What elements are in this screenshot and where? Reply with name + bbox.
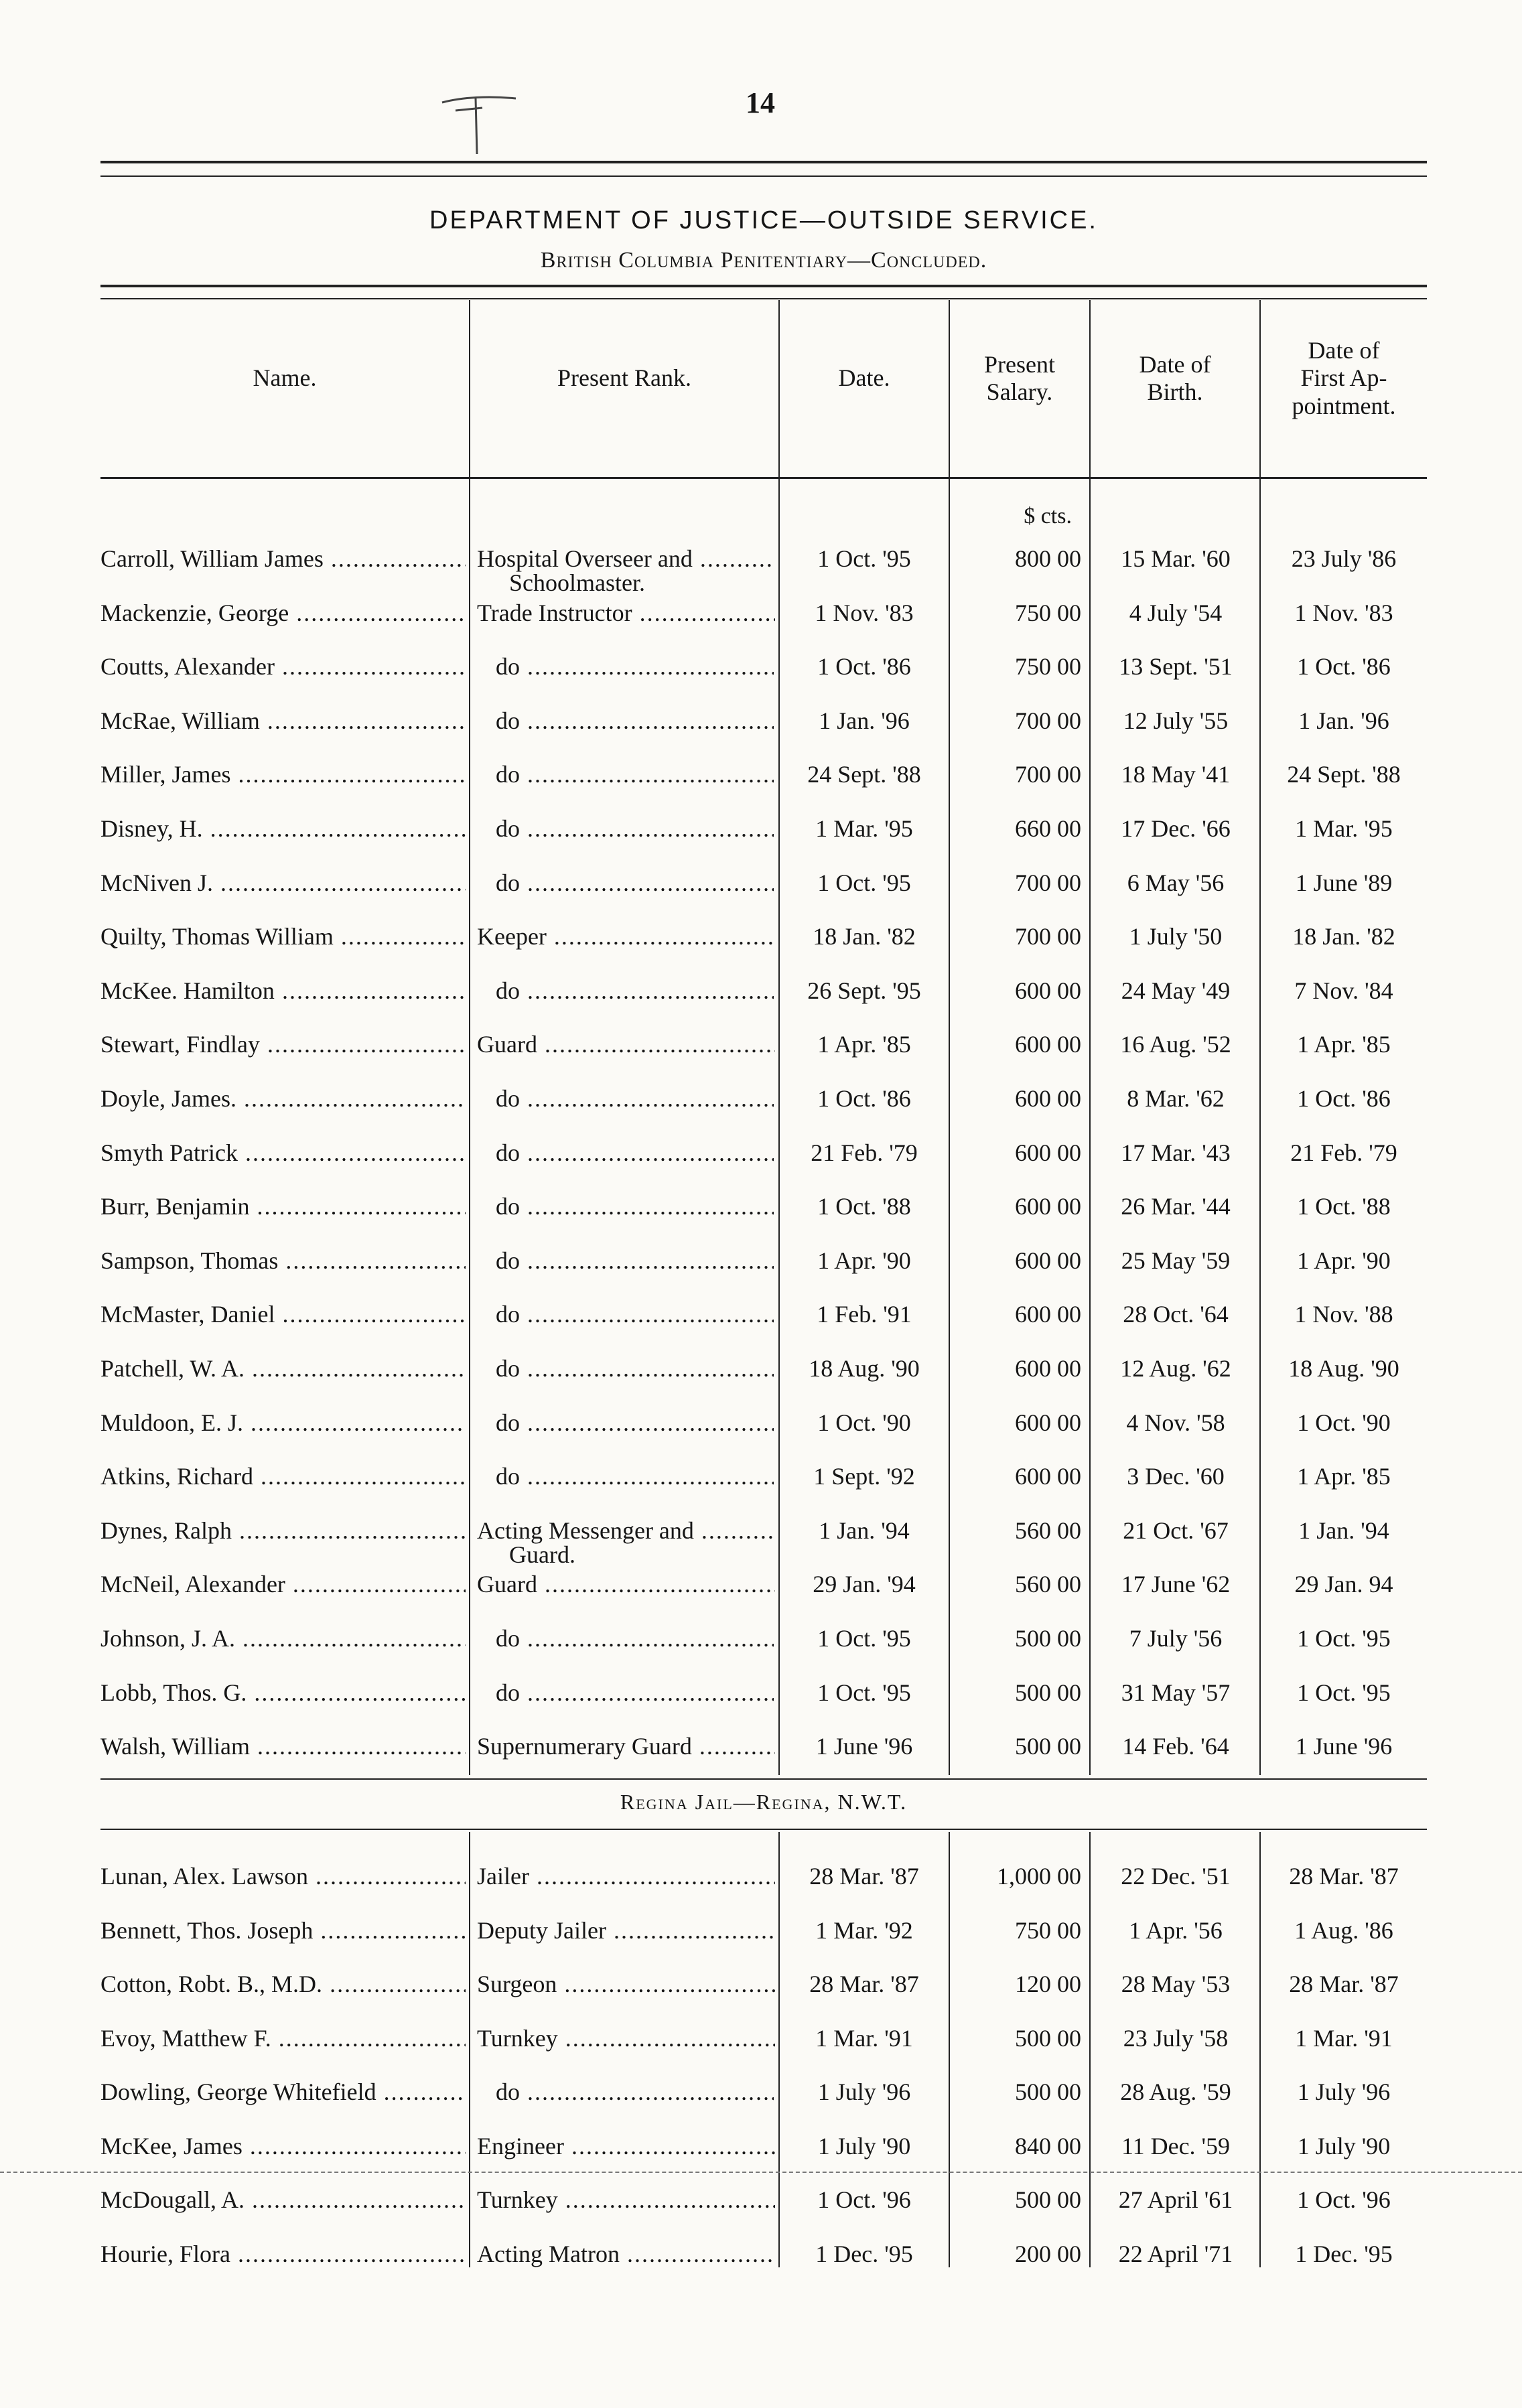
cell-salary: 600 00	[1015, 1463, 1081, 1490]
cell-appointment: 1 June '96	[1295, 1733, 1393, 1760]
cell-name: Bennett, Thos. Joseph .....	[100, 1918, 466, 1944]
tear-line	[0, 2172, 1522, 2173]
column-rule	[1089, 1832, 1091, 2267]
cell-salary: 600 00	[1015, 1139, 1081, 1166]
cell-date: 24 Sept. '88	[807, 761, 921, 788]
cell-appointment: 23 July '86	[1291, 545, 1397, 572]
cell-name: Stewart, Findlay .....	[100, 1032, 466, 1058]
cell-rank: do .....	[496, 1626, 774, 1652]
column-rule	[469, 1832, 470, 2267]
cell-rank: Acting Messenger and .....	[477, 1518, 775, 1545]
cell-birth: 1 Apr. '56	[1129, 1916, 1223, 1944]
cell-appointment: 1 Oct. '95	[1297, 1625, 1391, 1652]
cell-date: 28 Mar. '87	[809, 1863, 919, 1890]
cell-date: 1 Jan. '96	[819, 707, 910, 734]
cell-date: 1 Oct. '90	[817, 1409, 911, 1436]
cell-name: Atkins, Richard .....	[100, 1464, 466, 1490]
cell-date: 1 June '96	[815, 1733, 913, 1760]
regina-jail-heading: Regina Jail—Regina, N.W.T.	[620, 1790, 908, 1814]
cell-date: 1 Apr. '90	[817, 1247, 911, 1274]
salary-units: $ cts.	[1024, 504, 1072, 528]
cell-salary: 1,000 00	[997, 1863, 1081, 1890]
department-heading: DEPARTMENT OF JUSTICE—OUTSIDE SERVICE.	[429, 206, 1098, 234]
cell-salary: 750 00	[1015, 599, 1081, 626]
top-rule-2	[100, 175, 1427, 177]
cell-birth: 28 May '53	[1121, 1971, 1231, 1997]
cell-rank: Guard .....	[477, 1571, 775, 1598]
cell-name: McKee, James .....	[100, 2133, 466, 2160]
cell-birth: 17 June '62	[1121, 1571, 1231, 1598]
cell-salary: 500 00	[1015, 1679, 1081, 1706]
cell-birth: 17 Dec. '66	[1121, 815, 1231, 842]
cell-name: Evoy, Matthew F. .....	[100, 2026, 466, 2052]
cell-birth: 4 July '54	[1129, 599, 1223, 626]
column-rule	[1259, 300, 1261, 1775]
cell-rank: Hospital Overseer and .....	[477, 546, 775, 573]
cell-rank: do .....	[496, 1194, 774, 1220]
cell-birth: 28 Aug. '59	[1120, 2078, 1231, 2105]
cell-date: 1 Mar. '91	[815, 2024, 913, 2052]
cell-salary: 600 00	[1015, 1031, 1081, 1058]
cell-salary: 600 00	[1015, 1193, 1081, 1220]
cell-name: McMaster, Daniel .....	[100, 1301, 466, 1328]
header-rule	[100, 285, 1427, 287]
cell-rank: do .....	[496, 762, 774, 788]
cell-date: 1 Oct. '95	[817, 1679, 911, 1706]
cell-rank: Acting Matron .....	[477, 2241, 775, 2268]
page-number: 14	[746, 86, 775, 119]
cell-birth: 18 May '41	[1121, 761, 1231, 788]
cell-birth: 25 May '59	[1121, 1247, 1231, 1274]
cell-date: 1 Oct. '95	[817, 869, 911, 896]
cell-appointment: 1 July '90	[1297, 2132, 1391, 2159]
cell-salary: 600 00	[1015, 977, 1081, 1004]
cell-date: 1 Apr. '85	[817, 1031, 911, 1058]
cell-name: Patchell, W. A. .....	[100, 1356, 466, 1383]
cell-rank-continuation: Schoolmaster.	[509, 569, 645, 596]
cell-name: Hourie, Flora .....	[100, 2241, 466, 2268]
cell-salary: 840 00	[1015, 2132, 1081, 2159]
cell-salary: 600 00	[1015, 1301, 1081, 1328]
cell-birth: 27 April '61	[1118, 2186, 1233, 2213]
cell-date: 26 Sept. '95	[807, 977, 921, 1004]
cell-salary: 600 00	[1015, 1355, 1081, 1382]
column-header-salary: Present Salary.	[984, 350, 1055, 405]
cell-birth: 12 Aug. '62	[1120, 1355, 1231, 1382]
cell-appointment: 1 Apr. '85	[1297, 1463, 1391, 1490]
cell-appointment: 1 Apr. '90	[1297, 1247, 1391, 1274]
cell-rank-continuation: Guard.	[509, 1541, 575, 1568]
cell-birth: 23 July '58	[1123, 2024, 1229, 2052]
cell-name: Cotton, Robt. B., M.D. .....	[100, 1971, 466, 1998]
cell-name: Disney, H. .....	[100, 816, 466, 843]
cell-appointment: 1 Apr. '85	[1297, 1031, 1391, 1058]
cell-salary: 700 00	[1015, 707, 1081, 734]
cell-name: Carroll, William James .....	[100, 546, 466, 573]
cell-salary: 700 00	[1015, 761, 1081, 788]
cell-appointment: 1 Oct. '96	[1297, 2186, 1391, 2213]
cell-name: Muldoon, E. J. .....	[100, 1410, 466, 1437]
cell-name: Burr, Benjamin .....	[100, 1194, 466, 1220]
cell-rank: do .....	[496, 870, 774, 897]
cell-birth: 8 Mar. '62	[1127, 1085, 1225, 1112]
cell-birth: 6 May '56	[1127, 869, 1225, 896]
cell-appointment: 1 Jan. '96	[1298, 707, 1389, 734]
cell-appointment: 1 Oct. '86	[1297, 653, 1391, 681]
column-rule	[949, 300, 950, 1775]
cell-birth: 3 Dec. '60	[1127, 1463, 1225, 1490]
cell-birth: 24 May '49	[1121, 977, 1231, 1004]
cell-appointment: 1 Mar. '91	[1295, 2024, 1393, 2052]
cell-salary: 660 00	[1015, 815, 1081, 842]
column-rule	[1259, 1832, 1261, 2267]
cell-salary: 500 00	[1015, 2078, 1081, 2105]
column-header-appointment: Date of First Ap- pointment.	[1292, 336, 1396, 419]
column-header-name: Name.	[253, 364, 317, 392]
cell-rank: do .....	[496, 654, 774, 681]
section-rule	[100, 1778, 1427, 1780]
cell-name: McNeil, Alexander .....	[100, 1571, 466, 1598]
cell-name: Lunan, Alex. Lawson .....	[100, 1863, 466, 1890]
cell-date: 1 Oct. '86	[817, 1085, 911, 1112]
column-rule	[778, 1832, 780, 2267]
cell-name: McKee. Hamilton .....	[100, 978, 466, 1005]
cell-name: Walsh, William .....	[100, 1733, 466, 1760]
cell-birth: 21 Oct. '67	[1123, 1516, 1229, 1544]
section-rule-2	[100, 1829, 1427, 1830]
cell-date: 1 Mar. '95	[815, 815, 913, 842]
column-rule	[469, 300, 470, 1775]
cell-name: Miller, James .....	[100, 762, 466, 788]
cell-date: 21 Feb. '79	[811, 1139, 918, 1166]
cell-appointment: 1 Oct. '95	[1297, 1679, 1391, 1706]
cell-birth: 16 Aug. '52	[1120, 1031, 1231, 1058]
cell-appointment: 28 Mar. '87	[1289, 1863, 1399, 1890]
cell-birth: 1 July '50	[1129, 923, 1223, 950]
cell-salary: 700 00	[1015, 869, 1081, 896]
cell-appointment: 1 Oct. '86	[1297, 1085, 1391, 1112]
cell-rank: Keeper .....	[477, 924, 775, 950]
cell-rank: Jailer .....	[477, 1863, 775, 1890]
section-subtitle: British Columbia Penitentiary—Concluded.	[540, 248, 987, 273]
top-rule	[100, 161, 1427, 163]
cell-appointment: 7 Nov. '84	[1294, 977, 1393, 1004]
column-rule	[949, 1832, 950, 2267]
cell-appointment: 18 Aug. '90	[1288, 1355, 1399, 1382]
cell-name: McNiven J. .....	[100, 870, 466, 897]
cell-appointment: 1 Oct. '88	[1297, 1193, 1391, 1220]
cell-salary: 500 00	[1015, 2024, 1081, 2052]
cell-birth: 26 Mar. '44	[1121, 1193, 1231, 1220]
cell-name: Dynes, Ralph .....	[100, 1518, 466, 1545]
cell-appointment: 1 Dec. '95	[1295, 2240, 1393, 2267]
cell-rank: do .....	[496, 1248, 774, 1275]
cell-name: Dowling, George Whitefield .....	[100, 2079, 466, 2106]
cell-rank: Trade Instructor .....	[477, 600, 775, 627]
cell-date: 1 Oct. '95	[817, 1625, 911, 1652]
cell-rank: do .....	[496, 1140, 774, 1167]
cell-birth: 15 Mar. '60	[1121, 545, 1231, 572]
cell-appointment: 21 Feb. '79	[1290, 1139, 1397, 1166]
cell-rank: do .....	[496, 1410, 774, 1437]
cell-appointment: 1 Jan. '94	[1298, 1516, 1389, 1544]
cell-date: 1 Mar. '92	[815, 1916, 913, 1944]
cell-rank: Turnkey .....	[477, 2026, 775, 2052]
cell-date: 1 Nov. '83	[815, 599, 914, 626]
cell-salary: 700 00	[1015, 923, 1081, 950]
column-header-rule	[100, 477, 1427, 479]
cell-rank: do .....	[496, 978, 774, 1005]
cell-name: Quilty, Thomas William .....	[100, 924, 466, 950]
cell-date: 1 Oct. '96	[817, 2186, 911, 2213]
cell-salary: 120 00	[1015, 1971, 1081, 1997]
cell-date: 1 Oct. '88	[817, 1193, 911, 1220]
cell-birth: 22 Dec. '51	[1121, 1863, 1231, 1890]
cell-appointment: 18 Jan. '82	[1292, 923, 1395, 950]
cell-date: 29 Jan. '94	[813, 1571, 916, 1598]
cell-salary: 750 00	[1015, 1916, 1081, 1944]
column-header-date: Date.	[838, 364, 890, 392]
cell-date: 1 Feb. '91	[817, 1301, 912, 1328]
cell-appointment: 1 Oct. '90	[1297, 1409, 1391, 1436]
cell-appointment: 1 Aug. '86	[1294, 1916, 1393, 1944]
column-header-rank: Present Rank.	[557, 364, 691, 392]
cell-rank: Surgeon .....	[477, 1971, 775, 1998]
cell-appointment: 24 Sept. '88	[1287, 761, 1401, 788]
cell-date: 18 Aug. '90	[809, 1355, 920, 1382]
cell-salary: 200 00	[1015, 2240, 1081, 2267]
cell-appointment: 1 Mar. '95	[1295, 815, 1393, 842]
cell-salary: 500 00	[1015, 1625, 1081, 1652]
cell-date: 1 July '90	[817, 2132, 911, 2159]
cell-appointment: 1 July '96	[1297, 2078, 1391, 2105]
cell-appointment: 1 Nov. '83	[1294, 599, 1393, 626]
cell-salary: 500 00	[1015, 2186, 1081, 2213]
cell-salary: 500 00	[1015, 1733, 1081, 1760]
cell-rank: do .....	[496, 1086, 774, 1113]
cell-birth: 28 Oct. '64	[1123, 1301, 1229, 1328]
cell-date: 1 Oct. '95	[817, 545, 911, 572]
cell-rank: Guard .....	[477, 1032, 775, 1058]
cell-rank: do .....	[496, 1356, 774, 1383]
cell-appointment: 28 Mar. '87	[1289, 1971, 1399, 1997]
cell-rank: Turnkey .....	[477, 2187, 775, 2214]
cell-name: Lobb, Thos. G. .....	[100, 1680, 466, 1707]
cell-rank: do .....	[496, 1464, 774, 1490]
cell-salary: 600 00	[1015, 1247, 1081, 1274]
cell-date: 1 July '96	[817, 2078, 911, 2105]
cell-salary: 560 00	[1015, 1571, 1081, 1598]
cell-salary: 560 00	[1015, 1516, 1081, 1544]
cell-birth: 4 Nov. '58	[1126, 1409, 1225, 1436]
cell-salary: 750 00	[1015, 653, 1081, 681]
cell-birth: 17 Mar. '43	[1121, 1139, 1231, 1166]
cell-name: Coutts, Alexander .....	[100, 654, 466, 681]
cell-name: Mackenzie, George .....	[100, 600, 466, 627]
cell-appointment: 1 June '89	[1295, 869, 1393, 896]
cell-birth: 14 Feb. '64	[1122, 1733, 1229, 1760]
cell-rank: Deputy Jailer .....	[477, 1918, 775, 1944]
cell-name: Johnson, J. A. .....	[100, 1626, 466, 1652]
column-rule	[1089, 300, 1091, 1775]
cell-rank: do .....	[496, 2079, 774, 2106]
cell-birth: 7 July '56	[1129, 1625, 1223, 1652]
column-rule	[778, 300, 780, 1775]
cell-date: 1 Sept. '92	[813, 1463, 915, 1490]
cell-birth: 12 July '55	[1123, 707, 1229, 734]
cell-rank: Engineer .....	[477, 2133, 775, 2160]
cell-birth: 13 Sept. '51	[1119, 653, 1233, 681]
cell-name: Smyth Patrick .....	[100, 1140, 466, 1167]
cell-name: McRae, William .....	[100, 708, 466, 735]
column-header-birth: Date of Birth.	[1139, 350, 1211, 405]
cell-salary: 600 00	[1015, 1085, 1081, 1112]
cell-name: Sampson, Thomas .....	[100, 1248, 466, 1275]
cell-date: 18 Jan. '82	[813, 923, 916, 950]
cell-salary: 600 00	[1015, 1409, 1081, 1436]
cell-birth: 31 May '57	[1121, 1679, 1231, 1706]
cell-date: 1 Oct. '86	[817, 653, 911, 681]
cell-rank: do .....	[496, 1680, 774, 1707]
cell-rank: do .....	[496, 816, 774, 843]
cell-rank: do .....	[496, 1301, 774, 1328]
pen-mark	[435, 84, 569, 157]
cell-name: McDougall, A. .....	[100, 2187, 466, 2214]
cell-rank: Supernumerary Guard .....	[477, 1733, 775, 1760]
cell-name: Doyle, James. .....	[100, 1086, 466, 1113]
cell-rank: do .....	[496, 708, 774, 735]
cell-date: 1 Jan. '94	[819, 1516, 910, 1544]
cell-birth: 11 Dec. '59	[1121, 2132, 1231, 2159]
cell-appointment: 1 Nov. '88	[1294, 1301, 1393, 1328]
cell-birth: 22 April '71	[1118, 2240, 1233, 2267]
cell-appointment: 29 Jan. 94	[1294, 1571, 1393, 1598]
cell-salary: 800 00	[1015, 545, 1081, 572]
cell-date: 28 Mar. '87	[809, 1971, 919, 1997]
cell-date: 1 Dec. '95	[815, 2240, 913, 2267]
